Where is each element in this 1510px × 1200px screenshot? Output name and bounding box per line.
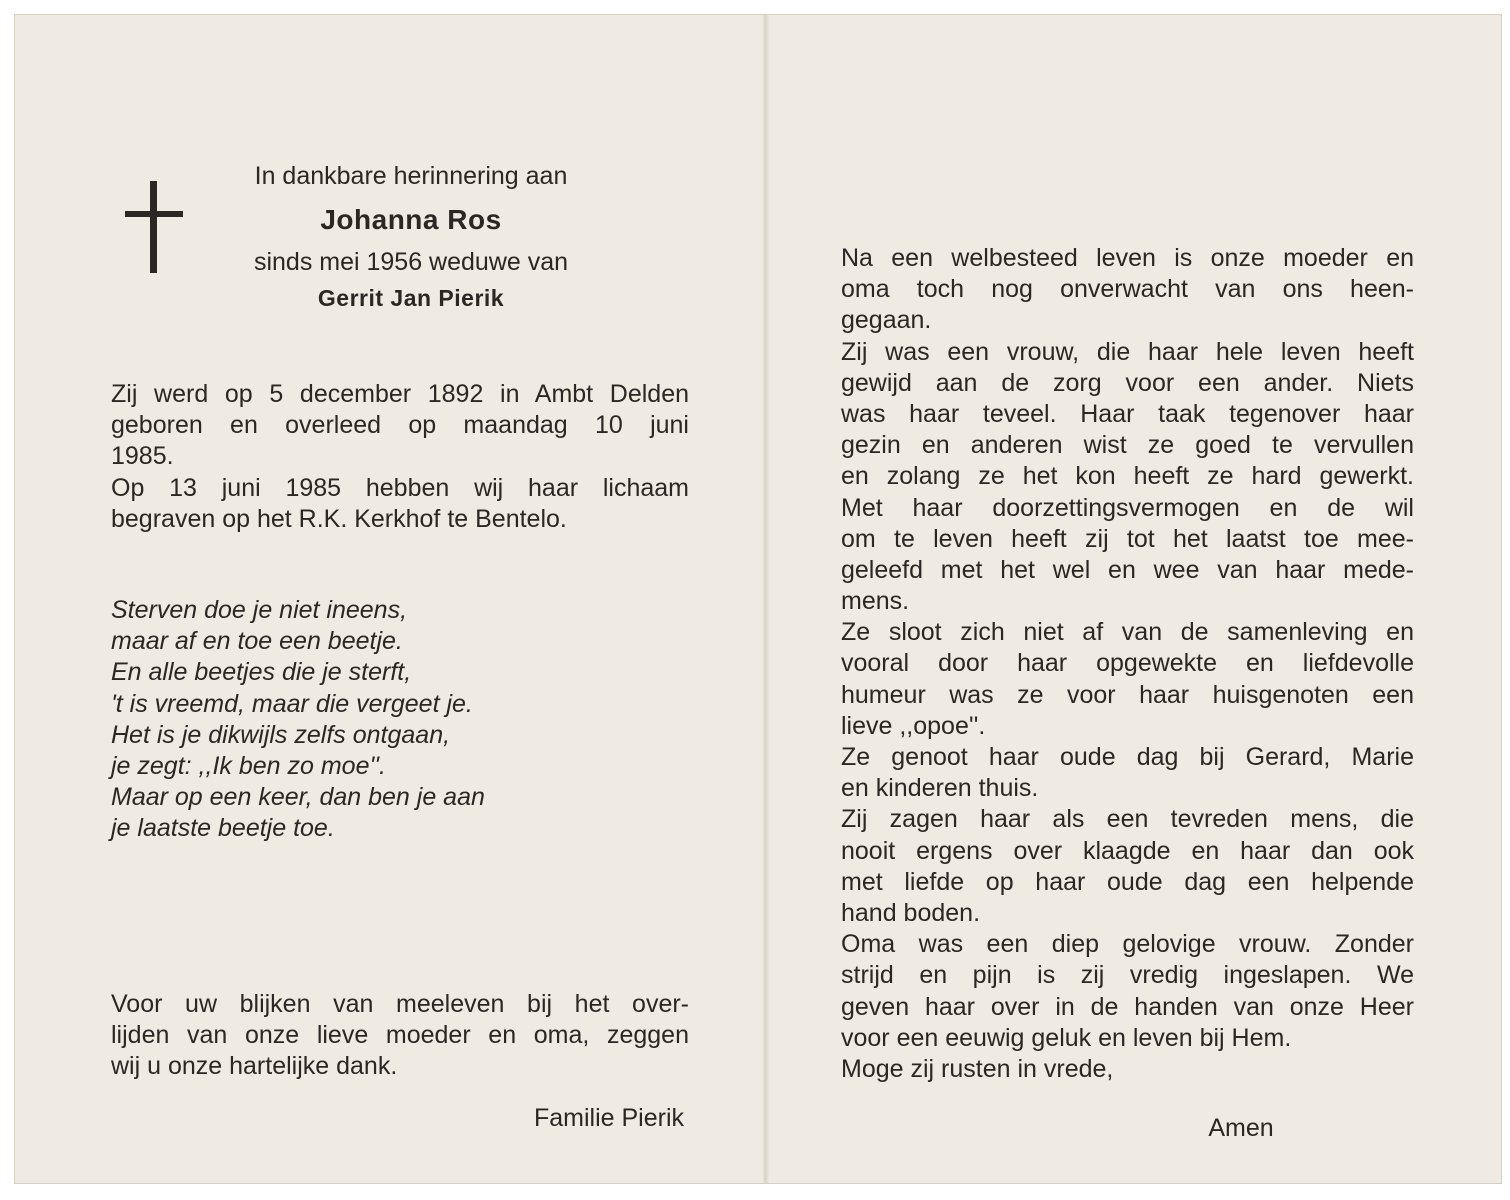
eulogy-line: Zij was een vrouw, die haar hele leven heeft [841,337,1414,366]
thanks-line: wij u onze hartelijke dank. [111,1052,398,1081]
eulogy-line: voor een eeuwig geluk en leven bij Hem. [841,1023,1292,1052]
bio-line: Zij werd op 5 december 1892 in Ambt Delden [111,380,689,408]
right-panel [769,15,1503,1183]
bio-line: begraven op het R.K. Kerkhof te Bentelo. [111,504,567,533]
eulogy-line: lieve ,,opoe''. [841,711,986,740]
eulogy-line: Moge zij rusten in vrede, [841,1054,1114,1083]
eulogy-line: Oma was een diep gelovige vrouw. Zonder [841,930,1414,959]
eulogy-line: Zij zagen haar als een tevreden mens, die [841,805,1414,834]
poem-line: Het is je dikwijls zelfs ontgaan, [111,720,451,749]
eulogy-line: met liefde op haar oude dag een helpende [841,867,1414,896]
memorial-card [14,14,1502,1184]
poem-line: Sterven doe je niet ineens, [111,596,408,624]
spouse-name: Gerrit Jan Pierik [317,285,505,311]
eulogy-line: hand boden. [841,898,981,927]
eulogy-line: humeur was ze voor haar huisgenoten een [841,680,1414,709]
bio-line: Op 13 juni 1985 hebben wij haar lichaam [111,473,689,502]
deceased-name: Johanna Ros [320,204,502,235]
bio-line: geboren en overleed op maandag 10 juni [111,411,689,440]
closing-amen: Amen [1208,1114,1274,1142]
bio-line: 1985. [111,442,174,471]
poem-line: 't is vreemd, maar die vergeet je. [111,689,473,718]
poem-line: Maar op een keer, dan ben je aan [111,783,485,812]
eulogy-line: gegaan. [841,306,932,335]
eulogy-line: oma toch nog onverwacht van ons heen- [841,275,1414,304]
biography-paragraph [111,379,689,535]
eulogy-line: en kinderen thuis. [841,774,1039,803]
poem-line: En alle beetjes die je sterft, [111,658,412,687]
eulogy-line: was haar teveel. Haar taak tegenover haar [841,399,1414,428]
spouse-line: sinds mei 1956 weduwe van [253,248,569,276]
cross-icon [125,181,183,273]
eulogy-line: geleefd met het wel en wee van haar mede- [841,555,1414,584]
eulogy-line: Na een welbesteed leven is onze moeder en [841,244,1414,272]
eulogy-line: om te leven heeft zij tot het laatst toe mee- [841,524,1414,553]
poem-line: maar af en toe een beetje. [111,627,403,656]
poem [111,595,671,845]
eulogy-line: strijd en pijn is zij vredig ingeslapen. We [841,961,1414,990]
intro-text: In dankbare herinnering aan [254,162,568,190]
eulogy-line: Ze sloot zich niet af van de samenleving en [841,618,1414,647]
eulogy-line: mens. [841,587,910,616]
eulogy-line: Met haar doorzettingsvermogen en de wil [841,493,1414,522]
left-panel [15,15,763,1183]
family-signature: Familie Pierik [533,1104,684,1132]
eulogy-text [841,243,1414,1085]
thanks-line: lijden van onze lieve moeder en oma, zeggen [111,1021,689,1050]
eulogy-line: gewijd aan de zorg voor een ander. Niets [841,368,1414,397]
poem-line: je zegt: ,,Ik ben zo moe''. [111,751,386,780]
memorial-header [211,155,611,315]
eulogy-line: vooral door haar opgewekte en liefdevolle [841,649,1414,678]
eulogy-line: geven haar over in de handen van onze Heer [841,992,1414,1021]
thanks-paragraph [111,989,689,1083]
eulogy-line: nooit ergens over klaagde en haar dan ook [841,836,1414,865]
thanks-line: Voor uw blijken van meeleven bij het over- [111,990,689,1018]
eulogy-line: en zolang ze het kon heeft ze hard gewerkt. [841,462,1414,491]
poem-line: je laatste beetje toe. [111,814,335,843]
eulogy-line: Ze genoot haar oude dag bij Gerard, Marie [841,743,1414,771]
eulogy-line: gezin en anderen wist ze goed te vervullen [841,431,1414,460]
